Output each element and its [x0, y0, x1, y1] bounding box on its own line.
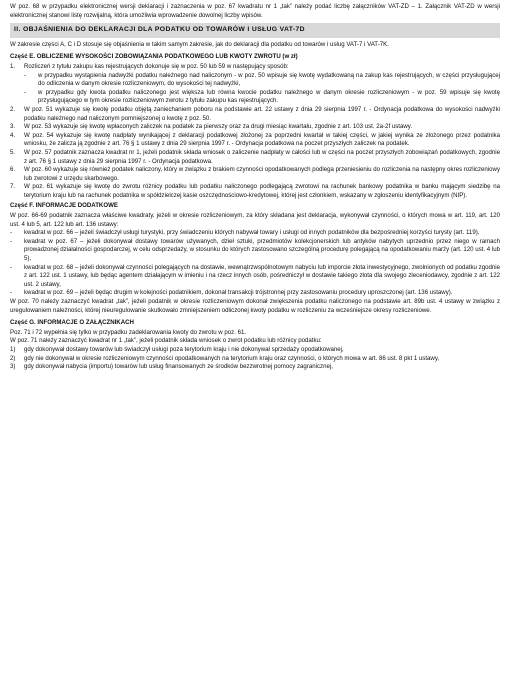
- top-paragraph: W poz. 68 w przypadku elektronicznej wersji deklaracji i zaznaczenia w poz. 67 kwadratu nr 1 „tak” należy podać liczbę załączników VAT-ZD – 1. Załącznik VAT-ZD w wersji elektronicznej stanowi listę rozwijalną, która umożliwia wprowadzenie dowolnej liczby wpisów.: [10, 3, 500, 19]
- part-e-dash-1: - w przypadku wystąpienia nadwyżki podatku należnego nad naliczonym - w poz. 50 wpisuje się kwotę wydatkowaną na zakup kas rejestrujących, w części przysługującej do odliczenia w danym okresie rozliczeniowym, do wysokości tej nadwyżki,: [24, 71, 500, 88]
- part-e-item-6: 6. W poz. 60 wykazuje się również podatek naliczony, który w związku z brakiem czynności opodatkowanych podlega przeniesieniu do rozliczenia na następny okres rozliczeniowy lub zwrotowi z urzędu skarbowego.: [10, 166, 500, 182]
- part-e-item-3: 3. W poz. 53 wykazuje się kwotę wpłaconych zaliczek na podatek za pierwszy oraz za drugi miesiąc kwartału, zgodnie z art. 103 ust. 2a-2f ustawy.: [10, 123, 413, 131]
- part-e-title: Część E. OBLICZENIE WYSOKOŚCI ZOBOWIĄZANIA PODATKOWEGO LUB KWOTY ZWROTU (w zł): [10, 53, 298, 61]
- part-f-bullet-69: - kwadrat w poz. 69 – jeżeli będąc drugim w kolejności podatnikiem, dokonał transakcji trójstronnej przy zastosowaniu procedury uproszczonej (art. 136 ustawy).: [10, 289, 453, 297]
- part-e-dash-2: - w przypadku gdy kwota podatku naliczonego jest większa lub równa kwocie podatku należnego w danym okresie rozliczeniowym - w poz. 59 wpisuje się kwotę przysługującego w tym okresie rozliczeniowym zwrotu z tytułu zakupu kas rejestrujących.: [24, 88, 500, 105]
- section-header: II. OBJAŚNIENIA DO DEKLARACJI DLA PODATKU OD TOWARÓW I USŁUG VAT-7D: [10, 23, 500, 38]
- part-e-item-7: 7. W poz. 61 wykazuje się kwotę do zwrotu różnicy podatku lub podatku naliczonego podlegającą zwrotowi na rachunek bankowy podatnika w banku mającym siedzibę na terytorium kraju lub na rachunek podatnika w spółdzielczej kasie oszczędnościowo-kredytowej, której jest członkiem, wskazany w zgłoszeniu identyfikacyjnym (NIP).: [10, 183, 500, 199]
- part-g-item-1: 1) gdy dokonywał dostawy towarów lub świadczył usługi poza terytorium kraju i nie dokonywał sprzedaży opodatkowanej,: [10, 345, 344, 353]
- part-f-bullet-66: - kwadrat w poz. 66 – jeżeli świadczył usługi turystyki, przy świadczeniu których nabywał towary i usługi od innych podatników dla bezpośredniej korzyści turysty (art. 119),: [10, 229, 480, 237]
- part-f-bullet-68: - kwadrat w poz. 68 – jeżeli dokonywał czynności polegających na dostawie, wewnątrzwspólnotowym nabyciu lub imporcie złota inwestycyjnego, zwolnionych od podatku zgodnie z art. 122 ust. 1 ustawy, lub będąc agentem działającym w imieniu i na rzecz innych osób, pośredniczył w dostawie takiego złota dla swojego zleceniodawcy, zgodnie z art. 122 ust. 2 ustawy,: [10, 263, 500, 288]
- part-g-item-2: 2) gdy nie dokonywał w okresie rozliczeniowym czynności opodatkowanych na terytorium kraju oraz czynności, o których mowa w art. 86 ust. 8 pkt 1 ustawy,: [10, 354, 440, 362]
- part-g-line-2: W poz. 71 należy zaznaczyć kwadrat nr 1 „tak”, jeżeli podatnik składa wniosek o zwrot podatku lub różnicy podatku:: [10, 337, 322, 345]
- part-f-poz-70: W poz. 70 należy zaznaczyć kwadrat „tak”, jeżeli podatnik w okresie rozliczeniowym dokonał zwiększenia podatku naliczonego na podstawie art. 89b ust. 4 ustawy w związku z uregulowaniem należności, której nieuregulowanie skutkowało zmniejszeniem odliczonej kwoty podatku w rozliczeniu za wcześniejsze okresy rozliczeniowe.: [10, 298, 500, 314]
- part-f-title: Część F. INFORMACJE DODATKOWE: [10, 202, 118, 210]
- part-f-intro: W poz. 66-69 podatnik zaznacza właściwe kwadraty, jeżeli w okresie rozliczeniowym, za który składana jest deklaracja, wykonywał czynności, o których mowa w art. 119, art. 120 ust. 4 lub 5, art. 122 lub art. 136 ustawy:: [10, 212, 500, 228]
- part-e-item-1: 1. Rozliczeń z tytułu zakupu kas rejestrujących dokonuje się w poz. 50 lub 59 w następujący sposób:: [10, 62, 289, 70]
- intro-paragraph: W zakresie części A, C i D stosuje się objaśnienia w takim samym zakresie, jak do deklaracji dla podatku od towarów i usług VAT-7 i VAT-7K.: [10, 40, 389, 48]
- part-e-item-2: 2. W poz. 51 wykazuje się kwotę podatku objętą zaniechaniem poboru na podstawie art. 22 ustawy z dnia 29 sierpnia 1997 r. - Ordynacja podatkowa do wysokości nadwyżki podatku należnego nad naliczonym pomniejszonej o kwotę z poz. 50.: [10, 105, 500, 122]
- part-e-item-5: 5. W poz. 57 podatnik zaznacza kwadrat nr 1, jeżeli podatnik składa wniosek o zaliczenie nadpłaty w całości lub w części na poczet przyszłych zobowiązań podatkowych, zgodnie z art. 76 § 1 ustawy z dnia 29 sierpnia 1997 r. - Ordynacja podatkowa.: [10, 148, 500, 165]
- part-f-bullet-67: - kwadrat w poz. 67 – jeżeli dokonywał dostawy towarów używanych, dzieł sztuki, przedmiotów kolekcjonerskich lub antyków nabytych uprzednio przez niego w ramach prowadzonej działalności gospodarczej, w celu odsprzedaży, w stosunku do których zastosowano szczególną procedurę polegającą na opodatkowaniu marży (art. 120 ust. 4 lub 5),: [10, 237, 500, 263]
- part-g-line-1: Poz. 71 i 72 wypełnia się tylko w przypadku zadeklarowania kwoty do zwrotu w poz. 61.: [10, 328, 247, 336]
- part-g-title: Część G. INFORMACJE O ZAŁĄCZNIKACH: [10, 319, 134, 327]
- part-g-item-3: 3) gdy dokonywał nabycia (importu) towarów lub usług finansowanych ze środków bezzwrotnej pomocy zagranicznej,: [10, 363, 333, 371]
- part-e-item-4: 4. W poz. 54 wykazuje się kwotę nadpłaty wynikającej z deklaracji podatkowej złożonej za poprzedni kwartał w takiej części, w jakiej wynika ze złożonego przez podatnika wniosku, że zalicza ją zgodnie z art. 76 § 1 ustawy z dnia 29 sierpnia 1997 r. - Ordynacja podatkowa na poczet przyszłych zaliczek na podatek.: [10, 131, 500, 148]
